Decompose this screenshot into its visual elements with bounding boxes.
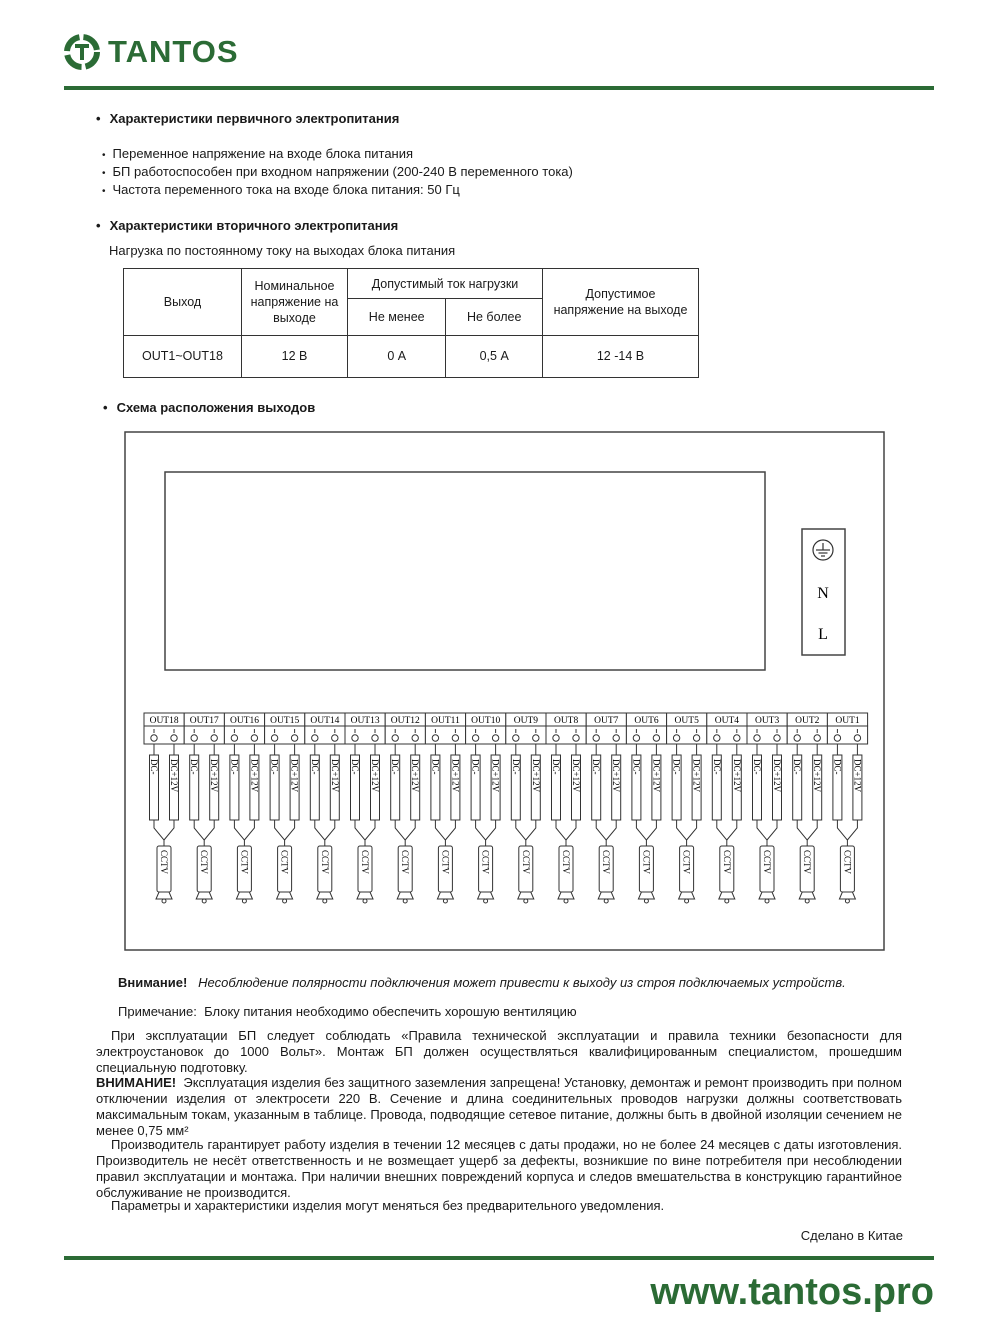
disclaimer: Параметры и характеристики изделия могут меняться без предварительного уведомления. [111,1198,665,1213]
terminal-label: OUT6 [634,716,659,726]
terminal-label: OUT3 [754,716,780,726]
wire-merge-neg [717,820,727,846]
output-out15 [265,713,305,903]
wire-neg-label: DC- [430,759,441,775]
wire-merge-pos [526,820,536,840]
terminal-block [747,726,787,744]
terminal-block [626,726,666,744]
wire-pos-label: DC+12V [329,759,340,793]
camera-lens-icon [317,892,333,899]
camera-lens-icon [598,892,614,899]
cctv-label: CCTV [561,850,571,875]
wire-neg-label: DC- [671,759,682,775]
camera-mount-icon [845,899,849,903]
output-out7 [586,713,626,903]
wire-merge-pos [727,820,737,840]
wire-merge-pos [606,820,616,840]
output-out1 [827,713,867,903]
output-out12 [385,713,425,903]
terminal-label: OUT16 [229,716,260,726]
primary-title: • Характеристики первичного электропитания [96,111,399,126]
camera-mount-icon [564,899,568,903]
terminal-label: OUT14 [310,716,340,726]
warranty-paragraph: Производитель гарантирует работу изделия в течении 12 месяцев с даты продажи, но не более 24 месяцев с даты изготовления. Производитель не несёт ответственность и не возмещает ущерб за дефекты, возникшие по вине потребителя при несоблюдении правил эксплуатации и монтажа. При наличии внешних повреждений корпуса и следов вмешательства в конструкцию гарантийное обслуживание не производится. [96,1137,902,1200]
wire-merge-pos [566,820,576,840]
wire-pos-label: DC+12V [370,759,380,793]
wire-merge-neg [355,820,365,846]
wire-pos-label: DC+12V [169,759,179,793]
camera-mount-icon [725,899,729,903]
terminal-label: OUT1 [835,716,860,726]
wire-merge-pos [365,820,375,840]
wire-neg-label: DC- [711,759,722,775]
output-terminals [144,713,868,903]
wire-pos-label: DC+12V [249,759,260,793]
camera-lens-icon [638,892,654,899]
wire-merge-pos [244,820,254,840]
wire-neg-label: DC- [149,759,159,775]
header-output: Выход [124,269,242,336]
terminal-label: OUT13 [350,716,380,726]
header-current: Допустимый ток нагрузки [348,269,543,299]
terminal-block [184,726,224,744]
wire-pos-label: DC+12V [289,759,300,793]
wire-merge-pos [325,820,335,840]
wire-neg-label: DC- [631,759,642,775]
cctv-label: CCTV [802,850,813,875]
wire-merge-pos [405,820,415,840]
cctv-label: CCTV [319,850,330,875]
camera-mount-icon [443,899,447,903]
wire-merge-neg [275,820,285,846]
camera-mount-icon [162,899,166,903]
camera-lens-icon [357,892,373,899]
wire-neg-label: DC- [832,759,843,775]
wire-neg-label: DC- [752,759,762,775]
cell-voltage: 12 -14 В [543,335,699,377]
wire-neg-label: DC- [551,759,561,775]
footer-rule [64,1256,934,1260]
list-item: • Частота переменного тока на входе блока питания: 50 Гц [102,182,573,200]
wire-pos-label: DC+12V [450,759,461,793]
wire-merge-pos [646,820,656,840]
cctv-label: CCTV [601,850,612,875]
camera-mount-icon [363,899,367,903]
camera-lens-icon [196,892,212,899]
cctv-label: CCTV [400,850,411,875]
wire-merge-pos [807,820,817,840]
output-out3 [747,713,787,903]
wire-merge-neg [395,820,405,846]
wire-neg-label: DC- [470,759,481,775]
wire-neg-label: DC- [390,759,401,775]
wire-merge-pos [767,820,777,840]
output-out8 [546,713,586,903]
cctv-label: CCTV [762,850,772,875]
terminal-label: OUT17 [189,716,219,726]
wire-merge-neg [837,820,847,846]
cctv-label: CCTV [279,850,290,875]
terminal-label: OUT11 [431,716,460,726]
camera-lens-icon [839,892,855,899]
wire-merge-neg [476,820,486,846]
camera-lens-icon [277,892,293,899]
camera-lens-icon [156,892,172,899]
cctv-label: CCTV [721,850,732,875]
cctv-label: CCTV [199,850,210,875]
made-in: Сделано в Китае [800,1228,903,1243]
output-out14 [305,713,345,903]
wire-merge-neg [797,820,807,846]
wire-pos-label: DC+12V [410,759,421,793]
cctv-label: CCTV [681,850,692,875]
mains-l-label: L [818,626,828,643]
terminal-label: OUT8 [553,716,579,726]
wire-merge-pos [847,820,857,840]
ventilation-note [118,1004,577,1019]
wire-pos-label: DC+12V [571,759,581,793]
wire-merge-neg [516,820,526,846]
camera-mount-icon [765,899,769,903]
camera-lens-icon [478,892,494,899]
wire-pos-label: DC+12V [691,759,702,793]
cctv-label: CCTV [520,850,531,875]
wire-merge-neg [757,820,767,846]
display-window [165,472,765,670]
terminal-block [466,726,506,744]
output-out17 [184,713,224,903]
camera-lens-icon [236,892,252,899]
camera-lens-icon [719,892,735,899]
secondary-subtitle: Нагрузка по постоянному току на выходах блока питания [109,243,456,258]
cell-min: 0 А [348,335,446,377]
wire-merge-pos [687,820,697,840]
header-max: Не более [446,299,543,335]
header-voltage: Допустимое напряжение на выходе [543,269,699,336]
terminal-block [506,726,546,744]
terminal-block [385,726,425,744]
wire-neg-label: DC- [269,759,280,775]
camera-mount-icon [604,899,608,903]
camera-lens-icon [759,892,775,899]
output-out10 [466,713,506,903]
cell-max: 0,5 А [446,335,543,377]
list-item: • Переменное напряжение на входе блока питания [102,146,573,164]
terminal-block [667,726,707,744]
camera-mount-icon [484,899,488,903]
wire-merge-neg [636,820,646,846]
wire-pos-label: DC+12V [731,759,742,793]
wire-neg-label: DC- [510,759,521,775]
wire-pos-label: DC+12V [812,759,823,793]
header-nominal: Номинальное напряжение на выходе [242,269,348,336]
polarity-warning [118,975,846,990]
warning-text: Несоблюдение полярности подключения может привести к выходу из строя подключаемых устройств. [198,975,846,990]
terminal-label: OUT18 [149,716,179,726]
wire-neg-label: DC- [309,759,320,775]
camera-mount-icon [242,899,246,903]
terminal-label: OUT5 [674,716,699,726]
wire-pos-label: DC+12V [490,759,501,793]
list-item: • БП работоспособен при входном напряжении (200-240 В переменного тока) [102,164,573,182]
terminal-block [707,726,747,744]
note-text: Блоку питания необходимо обеспечить хорошую вентиляцию [204,1004,577,1019]
camera-lens-icon [799,892,815,899]
camera-mount-icon [323,899,327,903]
wire-pos-label: DC+12V [651,759,662,793]
cctv-label: CCTV [239,850,250,875]
wire-merge-pos [204,820,214,840]
wire-neg-label: DC- [350,759,360,775]
mains-n-label: N [817,585,829,602]
wire-merge-pos [164,820,174,840]
wire-merge-neg [194,820,204,846]
camera-mount-icon [644,899,648,903]
wire-merge-neg [556,820,566,846]
scheme-title: • Схема расположения выходов [103,400,315,415]
terminal-block [144,726,184,744]
warning-label: Внимание! [118,975,188,990]
terminal-label: OUT15 [270,716,300,726]
wire-neg-label: DC- [792,759,803,775]
terminal-block [425,726,465,744]
cell-nominal: 12 В [242,335,348,377]
operation-paragraph: При эксплуатации БП следует соблюдать «Правила технической эксплуатации и правила техники безопасности для электроустановок до 1000 Вольт». Монтаж БП должен осуществляться квалифицированным специалистом, прошедшим специальную подготовку. [96,1028,902,1075]
wire-merge-pos [445,820,455,840]
output-out6 [626,713,666,903]
output-out9 [506,713,546,903]
output-out5 [667,713,707,903]
wire-neg-label: DC- [591,759,602,775]
safety-paragraph [96,1075,902,1139]
wire-merge-pos [285,820,295,840]
cctv-label: CCTV [641,850,652,875]
cctv-label: CCTV [159,850,169,875]
wire-merge-neg [234,820,244,846]
terminal-block [345,726,385,744]
ground-icon [813,540,833,560]
website-link[interactable]: www.tantos.pro [650,1271,934,1313]
terminal-block [787,726,827,744]
output-out4 [707,713,747,903]
camera-mount-icon [283,899,287,903]
terminal-label: OUT9 [513,716,539,726]
camera-mount-icon [524,899,528,903]
camera-mount-icon [685,899,689,903]
brand-name: TANTOS [108,34,239,69]
terminal-block [586,726,626,744]
wire-neg-label: DC- [229,759,240,775]
camera-mount-icon [202,899,206,903]
output-out16 [224,713,264,903]
wire-merge-neg [154,820,164,846]
wire-merge-neg [677,820,687,846]
output-out11 [425,713,465,903]
terminal-block [827,726,867,744]
note-label: Примечание: [118,1004,197,1019]
cell-output: OUT1~OUT18 [124,335,242,377]
cctv-label: CCTV [480,850,491,875]
output-out2 [787,713,827,903]
output-out13 [345,713,385,903]
terminal-block [305,726,345,744]
camera-lens-icon [679,892,695,899]
camera-mount-icon [403,899,407,903]
safety-text: Эксплуатация изделия без защитного заземления запрещена! Установку, демонтаж и ремонт производить при полном отключении изделия от электросети 220 В. Сечение и длина соединительных проводов нагрузки должны соответствовать максимальным токам, указанным в таблице. Провода, подводящие сетевое питание, должны быть в двойной изоляции сечением не менее 0,75 мм² [96,1075,902,1138]
camera-lens-icon [518,892,534,899]
wire-merge-neg [315,820,325,846]
terminal-block [265,726,305,744]
wire-pos-label: DC+12V [530,759,541,793]
wire-pos-label: DC+12V [772,759,782,793]
terminal-label: OUT7 [594,716,619,726]
terminal-label: OUT12 [390,716,420,726]
camera-mount-icon [805,899,809,903]
secondary-title: • Характеристики вторичного электропитания [96,218,398,233]
camera-lens-icon [437,892,453,899]
safety-label: ВНИМАНИЕ! [96,1075,177,1090]
terminal-block [224,726,264,744]
wire-merge-neg [596,820,606,846]
terminal-label: OUT10 [471,716,501,726]
wire-pos-label: DC+12V [209,759,220,793]
wire-merge-pos [486,820,496,840]
wire-pos-label: DC+12V [852,759,863,793]
header-min: Не менее [348,299,446,335]
camera-lens-icon [397,892,413,899]
output-out18 [144,713,184,903]
cctv-label: CCTV [842,850,853,875]
terminal-block [546,726,586,744]
wire-pos-label: DC+12V [611,759,622,793]
terminal-label: OUT4 [714,716,740,726]
cctv-label: CCTV [360,850,370,875]
camera-lens-icon [558,892,574,899]
terminal-label: OUT2 [795,716,820,726]
wire-merge-neg [435,820,445,846]
cctv-label: CCTV [440,850,451,875]
wire-neg-label: DC- [189,759,200,775]
